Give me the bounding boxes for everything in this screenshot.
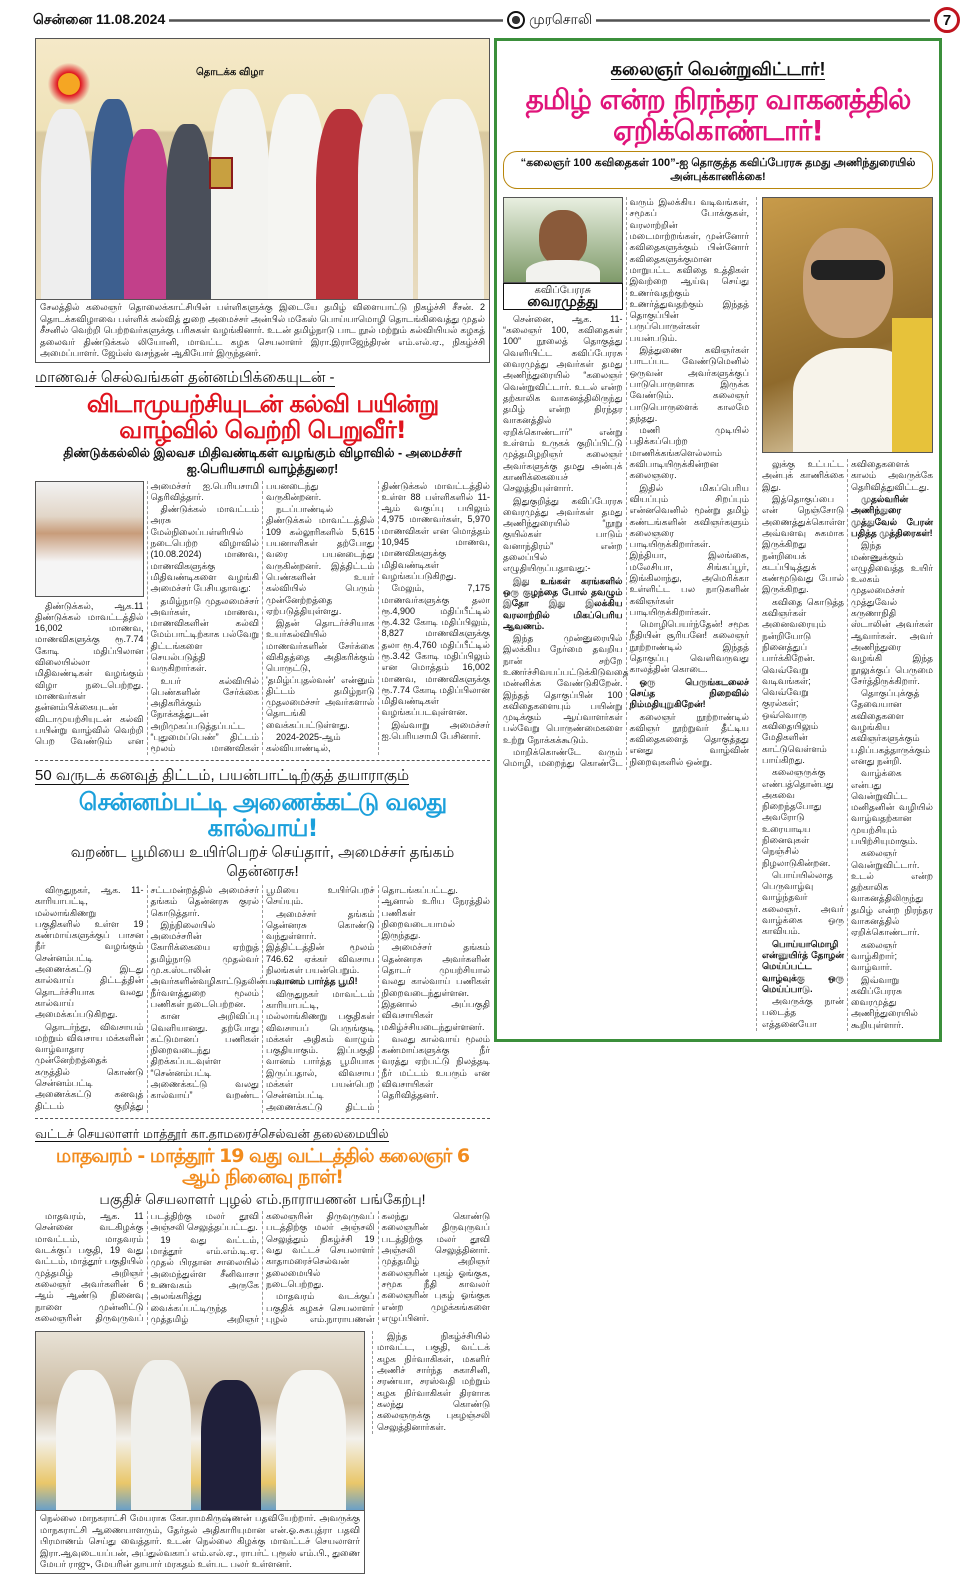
kalaignar-portrait [762,197,933,453]
paragraph: கலைஞர் நூற்றாண்டில் கவிஞர் நூற்றுவர் தீட்டிய கவிதைகளைத் தொகுத்தது எனது வாழ்வின் நிறைவுகளில் ஒன்று. [629,711,749,767]
header-rule [169,19,503,22]
paragraph: அமைச்சர் தங்கம் தென்னரசு அவர்களின் தொடர் முயற்சியால் வலது கால்வாய் பணிகள் நிறைவடைந்துள்ளன. இதனால் அப்பகுதி விவசாயிகள் மகிழ்ச்சியடைந்துள்ளனர். [381,942,490,1032]
edition-date: சென்னை 11.08.2024 [33,10,166,27]
paragraph: மணி முடியில் பதிக்கப்பெற்ற மாணிக்கங்களெல்லாம் கவிபாடியிருக்கின்றன கலைஞரை. [629,425,749,481]
kicker-text: 50 வருடக் கனவுத் திட்டம், பயன்பாட்டிற்குத் தயாராகும் [35,766,410,784]
paragraph: கலைஞர் வாழ்கிறார்; வாழ்வார். [851,939,898,973]
kicker-text: கலைஞர் வென்றுவிட்டார்! [610,59,826,79]
paragraph: தொடர்ந்து, விவசாயம் மற்றும் விவசாய மக்களின் வாழ்வாதார முன்னேற்றத்தைக் கருத்தில் கொண்டு சென்னம்பட்டி அணைக்கட்டு கனவுத் திட்டம் குறித்து சட்டமன்றத்தில் அமைச்சர் தங்கம் தென்னரசு குரல் கொடுத்தார். [35,884,259,1111]
story-kicker [35,767,490,786]
paragraph: சென்னை, ஆக. 11- “கலைஞர் 100, கவிதைகள் 100” நூலைத் தொகுத்து வெளியிட்ட கவிப்பேரரசு வைரமுத்து அவர்கள் தமது அணிந்துரையில் “கலைஞர் வென்றுவிட்டார். உடல் என்ற தற்காலிக வாகனத்திலிருந்து தமிழ் என்ற நிரந்தர வாகனத்தில் ஏறிக்கொண்டார்” என்று உள்ளம் உருகக் குறிப்பிட்டு முத்தமிழறிஞர் கலைஞர் அவர்களுக்கு தமது அன்புக் காணிக்கையைச் செலுத்தியுள்ளார். [503,313,623,494]
story-kicker [503,59,933,82]
headline: சென்னம்பட்டி அணைக்கட்டு வலது கால்வாய்! [78,787,447,843]
kicker-text: மாணவச் செல்வங்கள் தன்னம்பிக்கையுடன் - [35,368,335,386]
article-body [503,197,749,769]
subhead: வறண்ட பூமியை உயிர்பெறச் செய்தார், அமைச்சர் தங்கம் தென்னரசு! [70,844,455,881]
masthead-title: முரசொலி [529,10,593,27]
headline: மாதவரம் - மாத்தூர் 19 வது வட்டத்தில் கலைஞர் 6 ஆம் நினைவு நாள்! [55,1144,470,1188]
paragraph: மொழிபெயர்ந்தேன்! சமூக நீதியின் சூரியனே! கலைஞர் நூற்றாண்டில் இந்தத் தொகுப்பு வெளிவருவது காலத்தின் கொடை. [629,619,749,675]
paragraph: கவிதை கொடுத்த கவிஞர்கள் அனைவரையும் நன்றியோடு நினைத்துப் பார்க்கிறேன். வெவ்வேறு வடிவங்கள்; வெவ்வேறு குரல்கள்; ஒவ்வொரு கவிதையிலும் மேதிகளின் காட்டுவெள்ளம் பாய்கிறது. [762,596,844,765]
paragraph: விருதுநகர், ஆக. 11- காரியாபட்டி, மல்லாங்கிணறு பகுதிகளில் உள்ள 19 கண்மாய்களுக்குப் பாசன நீர் வழங்கும் சென்னம்பட்டி அணைக்கட்டு இடது கால்வாய் திட்டத்தின் தொடர்ச்சியாக வலது கால்வாய் அமைக்கப்படுகிறது. [35,884,144,1020]
left-half [35,38,490,1574]
paragraph: வலது கால்வாய் மூலம் கண்மாய்களுக்கு நீர் வரத்து ஏற்பட்டு நிலத்தடி நீர் மட்டம் உயரும் என விவசாயிகள் தெரிவித்தனர். [381,1033,490,1101]
subhead: பகுதிச் செயலாளர் புழல் எம்.நாராயணன் பங்கேற்பு! [99,1190,426,1207]
paragraph: திண்டுக்கல் மாவட்டம் அரசு மேல்நிலைப்பள்ளியில் நடைபெற்ற விழாவில் (10.08.2024) மாணவ, மாணவிகளுக்கு மிதிவண்டிகளை வழங்கி அமைச்சர் பேசியதாவது: [150,504,259,594]
story-kicker [35,369,490,388]
photo-name-title: கவிப்பேரரசு [534,285,592,297]
paragraph: விருதுநகர் மாவட்டம் காரியாபட்டி, மல்லாங்கிணறு பகுதிகள் விவசாயப் பெருங்குடி மக்கள் அதிகம் வாழும் பகுதியாகும். இப்பகுதி வானம் பார்த்த பூமியாக இருப்பதால், விவசாய மக்கள் பயன்பெற சென்னம்பட்டி அணைக்கட்டு திட்டம் தொடங்கப்பட்டது. ஆனால் உரிய நேரத்தில் பணிகள் நிறைவடையாமல் இருந்தது. [266,884,490,1112]
divider [35,1118,490,1119]
headline: விடாமுயற்சியுடன் கல்வி பயின்று வாழ்வில் வெற்றி பெறுவீர்! [86,389,439,444]
story-kicker [35,1125,490,1143]
paragraph: இந்நிலையில் அமைச்சரின் கோரிக்கையை ஏற்றுத் தமிழ்நாடு முதல்வர் மு.க.ஸ்டாலின் அவர்களின்வழிகாட்டுதலின்படி நீர்வளத்துறை மூலம் பணிகள் நடைபெற்றன. [150,919,279,1009]
murasoli-logo-icon [507,11,525,29]
paragraph: இது உங்கள் கரங்களில் ஒரு குழந்தை போல் தவழும் இதோ இது இலக்கிய வரலாற்றில் மிகப்பெரிய ஆவணம். [503,575,623,631]
paragraph: தமிழ்நாடு முதலமைச்சர் அவர்கள், மாணவ, மாணவிகளின் கல்வி மேம்பாட்டிற்காக பல்வேறு திட்டங்களை செயல்படுத்தி வருகிறார்கள். [150,595,259,674]
paragraph: மேலும், 7,175 மாணவர்களுக்கு தலா ரூ.4,900 மதிப்பீட்டில் ரூ.4.32 கோடி மதிப்பிலும், 8,827 மாணவிகளுக்கு தலா ரூ.4,760 மதிப்பீட்டில் ரூ.3.42 கோடி மதிப்பிலும் என மொத்தம் 16,002 மாணவ, மாணவிகளுக்கு ரூ.7.74 கோடி மதிப்பிலான மிதிவண்டிகள் வழங்கப்படவுள்ளன. [381,583,490,718]
divider [35,760,490,761]
paragraph: இந்த நிகழ்ச்சியில் மாவட்ட, பகுதி, வட்டக் கழக நிர்வாகிகள், மகளிர் அணிச் சார்ந்த சுகாசினி, சரண்யா, சரஸ்வதி மற்றும் கழக நிர்வாகிகள் திரளாக கலந்து கொண்டு கலைஞருக்கு புகழஞ்சலி செலுத்தினார்கள். [377,1331,490,1432]
event-photo [35,38,490,300]
paragraph: இவ்வாறு கவிப்பேரரசு வைரமுத்து அணிந்துரையில் கூறியுள்ளார். [851,974,918,1030]
article-body [35,885,490,1113]
paragraph: வாழ்க்கை என்பது வென்றுவிட்ட மனிதனின் வழியில் வாழ்வதற்கான முயற்சியும் பயிற்சியுமாகும். [851,768,933,846]
paragraph: 19 வது வட்டம், மாத்தூர் எம்.எம்.டி.ஏ. முதல் பிரதான சாலையில் அமைந்துள்ள சீனிவாசா உணவகம் அருகே அலங்கரித்து வைக்கப்பட்டிருந்த முத்தமிழ் அறிஞர் கலைஞரின் திருவுருவப் படத்திற்கு மலர் அஞ்சலி செலுத்தும் நிகழ்ச்சி 19 வது வட்டச் செயலாளர் காதாமரைச்செல்வன் தலைமையில் நடைபெற்றது. [150,1211,375,1324]
article-body [35,1211,490,1325]
paragraph: கலைஞர் வென்றுவிட்டார். உடல் என்ற தற்காலிக வாகனத்திலிருந்து தமிழ் என்ற நிரந்தர வாகனத்தில் ஏறிக்கொண்டார். [851,848,933,938]
paragraph: கலைஞருக்கு எண்பத்தொன்பது அகவை நிறைந்தபோது அவரோடு உரையாடிய நினைவுகள் நெஞ்சில் நிழலாடுகின்றன. [762,767,834,868]
mayor-oath-photo [35,1331,365,1511]
photo-caption: சேலத்தில் கலைஞர் தொலைக்காட்சியின் பள்ளிகளுக்கு இடையே தமிழ் விளையாட்டு நிகழ்ச்சி சீசன். 2 தொடக்கவிழாவை பள்ளிக் கல்வித் துறை அமைச்சர் அன்பில் மகேஸ் பொய்யாமொழி தொடங்கிவைத்து முதல் சீசனில் வெற்றி பெற்றவர்களுக்கு பரிசுகள் வழங்கினார். உடன் தமிழ்நாடு பாட நூல் மற்றும் கல்வியியல் கழகத் தலைவர் திண்டுக்கல் லியோனி, மாவட்ட கழக செயலாளர் இரா.இராஜேந்திரன் எம்.எல்.ஏ., நிகழ்ச்சி அமைப்பாளர். ஜேம்ஸ் வசந்தன் ஆகியோர் இருந்தனர். [35,300,490,363]
paragraph: இந்த மண்ணுக்கும் எழுதிவைத்த உயிர் உலகம் முதலமைச்சர் முத்துவேல் கருணாநிதி ஸ்டாலின் அவர்கள் ஆவார்கள். அவர் அணிந்துரை வழங்கி இந்த நூலுக்குப் பெருமை சேர்த்திருக்கிறார். [851,540,933,686]
paragraph: இத்தொகுப்பை என் நெஞ்சோடு அணைத்துக்கொள்ள அவ்வளவு சுகமாக இருக்கிறது நன்றியைக் கடப்பிடித்துக் கண்மூடுவது போல் இருக்கிறது. [762,494,846,595]
paragraph: இவ்வாறு அமைச்சர் ஐ.பெரியசாமி பேசினார். [381,719,490,742]
paragraph: இதில் மிகப்பெரிய வியப்பும் சிறப்பும் என்னவெனில் மூன்று தமிழ் கண்டங்களின் கவிஞர்களும் கலைஞரை பாடியிருக்கிறார்கள். இந்தியா, இலங்கை, மலேசியா, சிங்கப்பூர், இங்கிலாந்து, அமெரிக்கா உள்ளிட்ட பல நாடுகளின் கவிஞர்கள் பாடியிருக்கிறார்கள். [629,482,749,617]
subhead: திண்டுக்கல்லில் இலவச மிதிவண்டிகள் வழங்கும் விழாவில் - அமைச்சர் ஐ.பெரியசாமி வாழ்த்துரை! [63,446,462,476]
paragraph: அமைச்சர் தங்கம் தென்னரசு கொண்டு வந்துள்ளார். இத்திட்டத்தின் மூலம் 746.62 ஏக்கர் விவசாய நிலங்கள் பயன்பெறும். [266,908,375,976]
paragraph: இத்துணை கவிஞர்கள் பாடப்பட வேண்டுமெனில் ஒருவன் அவர்களுக்குப் பாடுபொருளாக இருக்க வேண்டும். கலைஞர் பாடுபொருளைக் காலமே தந்தது. [629,345,749,423]
paragraph: மாறிக்கொண்டே வரும் மொழி, மறைந்து கொண்டே வரும் இலக்கிய வடிவங்கள், சமூகப் போக்குகள், வரலாற்றின் மடைமாற்றங்கள், முன்னோர் கவிதைகளுக்கும் பின்னோர் கவிதைகளுக்குமான மாறுபட்ட கவிதை உத்திகள் இவற்றை ஆய்வு செய்து உணர்வதற்கும் உணர்த்துவதற்கும் இந்தத் தொகுப்பின் பருப்பொருள்கள் பயன்படும். [503,197,749,769]
page-number: 7 [934,7,960,33]
header-rule [596,19,930,22]
photo-name: வைரமுத்து [527,293,599,310]
article-body-right [762,459,933,1031]
feature-body [503,197,933,1031]
paragraph: இதன் தொடர்ச்சியாக உயர்கல்வியில் மாணவர்களின் சேர்க்கை விகிதத்தை அதிகரிக்கும் பொருட்டு, 'தமிழ்ப்புதல்வன்' என்னும் திட்டம் தமிழ்நாடு முதலமைச்சர் அவர்களால் தொடங்கி வைக்கப்பட்டுள்ளது. [266,618,375,730]
paragraph: மாதவரம், ஆக. 11 சென்னை வடகிழக்கு மாவட்டம், மாதவரம் வடக்குப் பகுதி, 19 வது வட்டம், மாத்தூர் பகுதியில் முத்தமிழ் அறிஞர் கலைஞர் அவர்களின் 6 ஆம் ஆண்டு நினைவு நாளை முன்னிட்டு கலைஞரின் திருவுருவப் படத்திற்கு மலர் தூவி அஞ்சலி செலுத்தப்பட்டது. [35,1211,259,1323]
paragraph: இந்த முன்னுரையில் இலக்கிய நேர்மை தவறிய நான் சற்றே உணர்ச்சிவயப்பட்டுக்கிடுவதை மன்னிக்க வேண்டுகிறேன். இந்தத் தொகுப்பின் 100 கவிதைகளையும் பயின்று முடிக்கும் ஆய்வாளர்கள் பல்வேறு பொருண்மைகளை உற்று நோக்கக்கூடும். [503,633,629,745]
paragraph: திண்டுக்கல், ஆக.11 திண்டுக்கல் மாவட்டத்தில் 16,002 மாணவ, மாணவிகளுக்கு ரூ.7.74 கோடி மதிப்பிலான விலையில்லா மிதிவண்டிகள் வழங்கும் விழா நடைபெற்றது. மாணவர்கள் தன்னம்பிக்கையுடன் விடாமுயற்சியுடன் கல்வி பயின்று வாழ்வில் வெற்றி பெற வேண்டும் என அமைச்சர் ஐ.பெரியசாமி தெரிவித்தார். [35,480,259,747]
paragraph: லுக்கு உட்பட்ட அன்புக் காணிக்கை இது. [762,459,844,492]
banner-text: தொடக்க விழா [196,67,264,78]
vairamuthu-photo-block [503,197,623,310]
article-body-continued [372,1331,490,1434]
paragraph: இதுகுறித்து கவிப்பேரரசு வைரமுத்து அவர்கள் தமது அணிந்துரையில் “நூறு குயில்கள் பாடும் வனாந்திரம்” என்ற தலைப்பில் எழுதியிருப்பதாவது:- [503,495,623,574]
vairamuthu-portrait [503,197,623,283]
kalaignar-tv-logo-icon [44,59,94,109]
minister-portrait [35,481,144,597]
paragraph: வானம் பார்த்த பூமி! [276,976,358,987]
paragraph: 2024-2025-ஆம் கல்வியாண்டில், திண்டுக்கல் மாவட்டத்தில் உள்ள 88 பள்ளிகளில் 11-ஆம் வகுப்பு பயிலும் 4,975 மாணவர்கள், 5,970 மாணவிகள் என மொத்தம் 10,945 மாணவ, மாணவிகளுக்கு மிதிவண்டிகள் வழங்கப்படுகிறது. [266,480,490,754]
photo-name-label [503,283,623,310]
paragraph: உயர் கல்வியில் பெண்களின் சேர்க்கை அதிகரிக்கும் நோக்கத்துடன் அறிமுகப்படுத்தப்பட்ட “புதுமைப்பெண்” திட்டம் மூலம் மாணவிகள் பயனடைந்து வருகின்றனர். [150,480,322,754]
page-header [33,8,960,32]
paragraph: பொய்யாமொழி என்னுயிர்த் தோழன் மெய்ப்பட்ட வாழ்வுக்கு ஒரு மெய்ப்பாடு. [762,938,844,994]
mayor-photo-block [35,1331,365,1574]
paragraph: கான அறிவிப்பு வெளியானது. தற்போது கட்டுமானப் பணிகள் நிறைவடைந்து திறக்கப்படவுள்ள “சென்னம்பட்டி அணைக்கட்டு வலது கால்வாய்” வறண்ட பூமியை உயிர்பெறச் செய்யும். [150,884,375,1101]
kicker-text: வட்டச் செயலாளர் மாத்தூர் கா.தாமரைச்செல்வன் தலைமையில் [35,1126,389,1141]
subhead: “கலைஞர் 100 கவிதைகள் 100”-ஐ தொகுத்த கவிப்பேரரசு தமது அணிந்துரையில் அன்புக்காணிக்கை! [503,151,933,190]
paragraph: அவருக்கு நான் படைத்த எத்தனையோ கவிதைகளைக் காலம் அவருக்கே தெரிவித்துவிட்டது. [762,459,933,1029]
masthead [507,11,592,30]
paragraph: பொய்யில்லாத பெருவாழ்வு வாழ்ந்தவர் கலைஞர். அவர் வாழ்க்கை ஒரு காவியம். [762,869,844,937]
paragraph: ஒரு பெருங்கடலைச் செய்த நிறைவில் நிம்மதியுறுகிறேன்! [629,676,749,710]
feature-box [494,38,942,1042]
paragraph: முதல்வரின் அணிந்துரை முத்துவேல் பேரன் பதித்த முத்திரைகள்! [851,494,933,538]
paragraph: மாதவரம் வடக்குப் பகுதிக் கழகச் செயலாளர் புழல் எம்.நாராயணன் கலந்து கொண்டு கலைஞரின் திருவுருவப் படத்திற்கு மலர் தூவி அஞ்சலி செலுத்தினார். முத்தமிழ் அறிஞர் கலைஞரின் புகழ் ஓங்குக, சமூக நீதி காவலர் கலைஞரின் புகழ் ஓங்குக என்ற முழக்கங்களை எழுப்பினர். [266,1211,490,1324]
headline: தமிழ் என்ற நிரந்தர வாகனத்தில் ஏறிக்கொண்டார்! [525,83,911,147]
trophy-plaque [209,157,233,189]
bottom-photo-row [35,1331,490,1574]
photo-caption: நெல்லை மாநகராட்சி மேயராக கோ.ராமகிருஷ்ணன் பதவியேற்றார். அவருக்கு மாநகராட்சி ஆணையாளரும், தேர்தல் அதிகாரியுமான என்.ஓ.சுகபுத்ரா பதவி பிரமாணம் செய்து வைத்தார். உடன் நெல்லை கிழக்கு மாவட்டச் செயலாளர் இரா.ஆவுடையப்பன், அப்துல்வகாப் எம்.எல்.ஏ., ராபர்ட் புரூஸ் எம்.பி., துணை மேயர் ராஜு, மேயரின் தாயார் மரகதம் உள்பட பலர் உள்ளனர். [35,1511,365,1574]
paragraph: தொகுப்புக்குத் தேவையான கவிதைகளை வழங்கிய கவிஞர்களுக்கும் பதிப்பகத்தாருக்கும் எனது நன்றி. [851,688,930,766]
paragraph: நடப்பாண்டில் திண்டுக்கல் மாவட்டத்தில் 109 கல்லூரிகளில் 5,615 பயனாளிகள் தற்போது வரை பயனடைந்து வருகின்றனர். இத்திட்டம் பெண்களின் உயர் கல்வியில் பெரும் முன்னேற்றத்தை ஏற்படுத்தியுள்ளது. [266,504,375,616]
article-body [35,481,490,755]
article-right-block [756,197,933,1031]
